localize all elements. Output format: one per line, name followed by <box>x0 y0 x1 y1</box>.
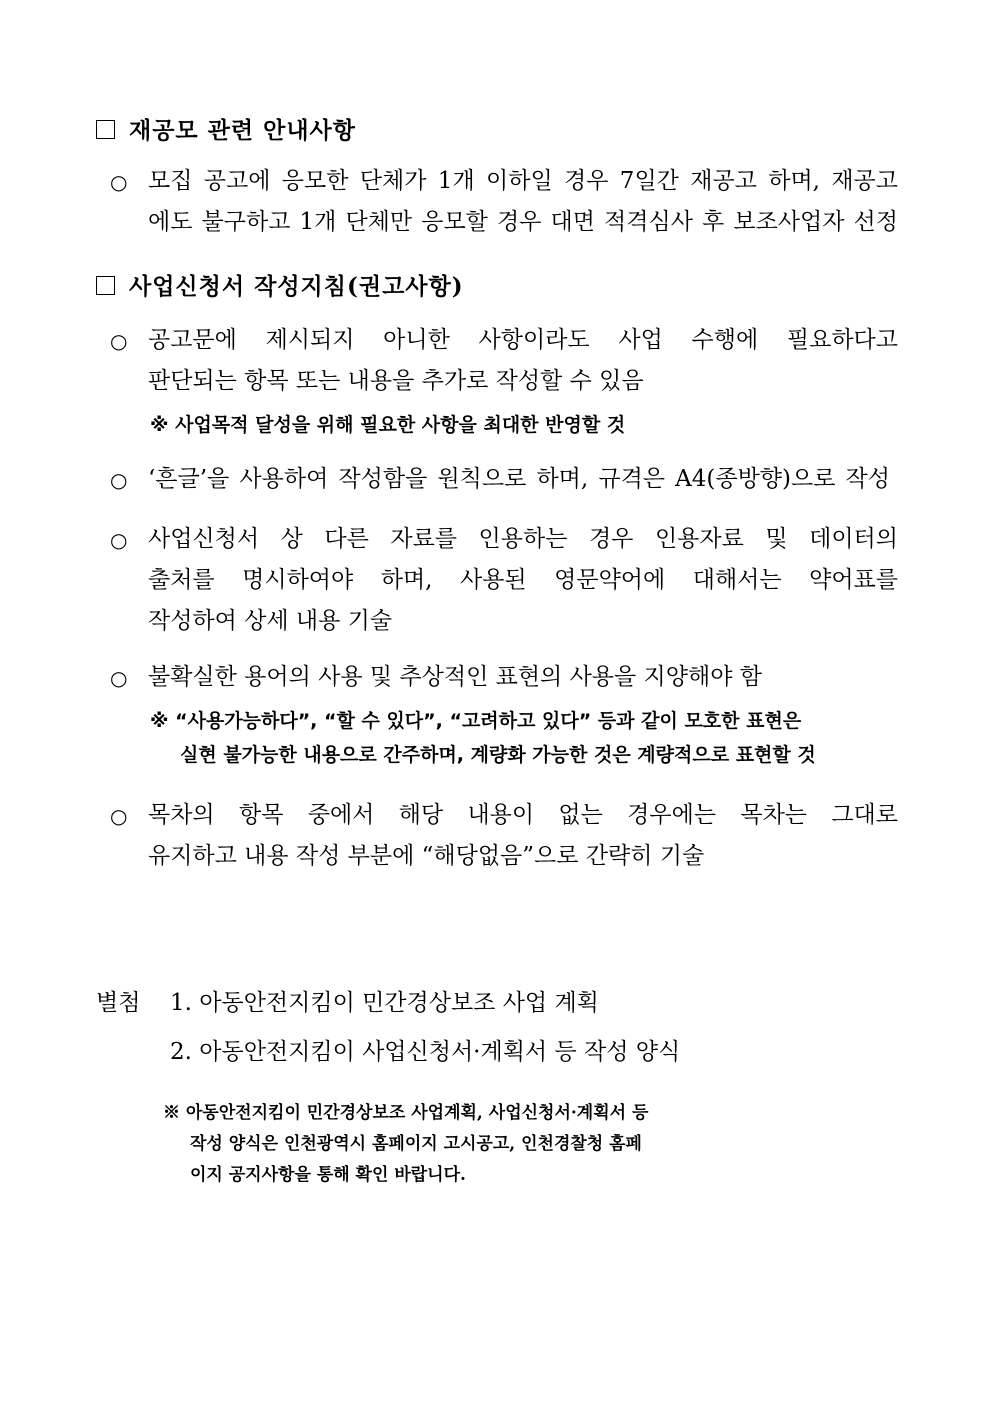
bullet-circle-icon: ○ <box>110 170 128 194</box>
bullet-circle-icon: ○ <box>110 804 128 828</box>
paragraph-line: 작성하여 상세 내용 기술 <box>148 608 393 634</box>
attachment-note: 작성 양식은 인천광역시 홈페이지 고시공고, 인천경찰청 홈페 <box>190 1134 642 1154</box>
bullet-circle-icon: ○ <box>110 468 128 492</box>
note-text: ※ “사용가능하다”, “할 수 있다”, “고려하고 있다” 등과 같이 모호한 표현은 <box>150 710 802 732</box>
bullet-circle-icon: ○ <box>110 666 128 690</box>
paragraph-line: 판단되는 항목 또는 내용을 추가로 작성할 수 있음 <box>148 368 644 394</box>
paragraph-line: 모집 공고에 응모한 단체가 1개 이하일 경우 7일간 재공고 하며, 재공고 <box>148 168 898 194</box>
bullet-circle-icon: ○ <box>110 329 128 353</box>
checkbox-square-icon <box>96 276 115 295</box>
note-text: 실현 불가능한 내용으로 간주하며, 계량화 가능한 것은 계량적으로 표현할 것 <box>180 744 816 766</box>
section-heading-reannouncement <box>96 112 356 145</box>
paragraph-line: 공고문에 제시되지 아니한 사항이라도 사업 수행에 필요하다고 <box>148 327 898 353</box>
paragraph-line: 목차의 항목 중에서 해당 내용이 없는 경우에는 목차는 그대로 <box>148 802 898 828</box>
paragraph-line: 출처를 명시하여야 하며, 사용된 영문약어에 대해서는 약어표를 <box>148 567 898 593</box>
note-text: ※ 사업목적 달성을 위해 필요한 사항을 최대한 반영할 것 <box>150 414 626 436</box>
attachment-item: 2. 아동안전지킴이 사업신청서·계획서 등 작성 양식 <box>170 1039 681 1065</box>
section-title: 사업신청서 작성지침(권고사항) <box>129 273 464 300</box>
section-heading-writing-guide <box>96 268 464 301</box>
attachment-label: 별첨 <box>96 990 141 1016</box>
attachment-item: 1. 아동안전지킴이 민간경상보조 사업 계획 <box>170 990 599 1016</box>
paragraph-line: ‘흔글’을 사용하여 작성함을 원칙으로 하며, 규격은 A4(종방향)으로 작성 <box>148 466 890 492</box>
bullet-circle-icon: ○ <box>110 528 128 552</box>
paragraph-line: 불확실한 용어의 사용 및 추상적인 표현의 사용을 지양해야 함 <box>148 664 762 690</box>
paragraph-line: 에도 불구하고 1개 단체만 응모할 경우 대면 적격심사 후 보조사업자 선정 <box>148 209 898 235</box>
paragraph-line: 유지하고 내용 작성 부분에 “해당없음”으로 간략히 기술 <box>148 843 705 869</box>
checkbox-square-icon <box>96 120 115 139</box>
section-title: 재공모 관련 안내사항 <box>129 117 356 144</box>
paragraph-line: 사업신청서 상 다른 자료를 인용하는 경우 인용자료 및 데이터의 <box>148 526 898 552</box>
attachment-note: 이지 공지사항을 통해 확인 바랍니다. <box>190 1165 466 1185</box>
attachment-note: ※ 아동안전지킴이 민간경상보조 사업계획, 사업신청서·계획서 등 <box>163 1103 649 1123</box>
